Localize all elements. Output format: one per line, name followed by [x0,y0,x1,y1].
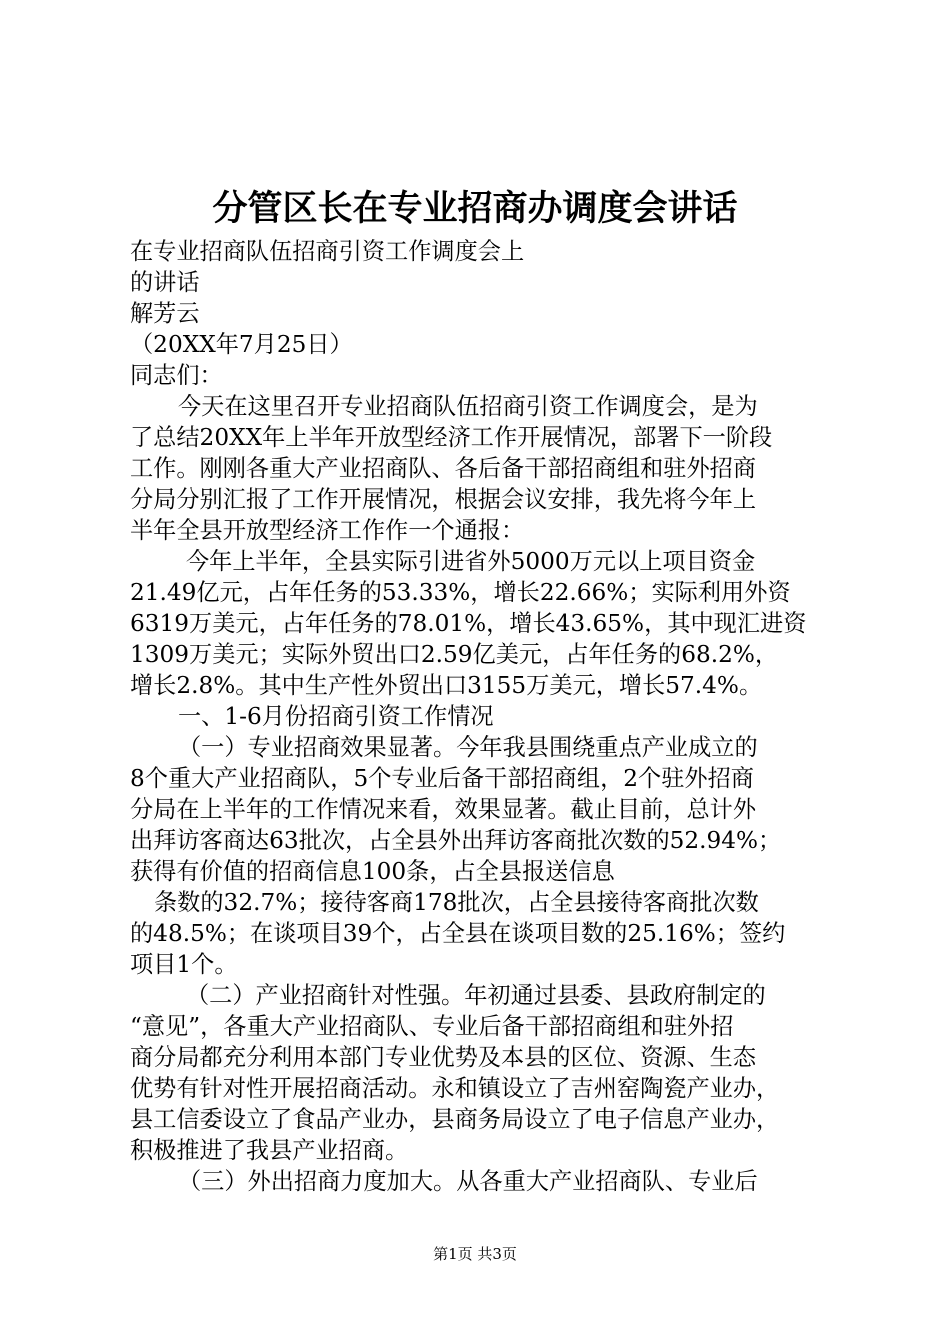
text-line: （20XX年7月25日） [130,331,353,358]
text-line: 县工信委设立了食品产业办，县商务局设立了电子信息产业办， [130,1106,780,1133]
text-line: 工作。刚刚各重大产业招商队、各后备干部招商组和驻外招商 [130,455,757,482]
text-line: 21.49亿元，占年任务的53.33%，增长22.66%；实际利用外资 [130,579,791,606]
text-line: 项目1个。 [130,951,238,978]
text-line: 6319万美元，占年任务的78.01%，增长43.65%，其中现汇进资 [130,610,807,637]
text-line: （一）专业招商效果显著。今年我县围绕重点产业成立的 [178,734,758,761]
text-line: 优势有针对性开展招商活动。永和镇设立了吉州窑陶瓷产业办， [130,1075,780,1102]
text-line: 分局在上半年的工作情况来看，效果显著。截止目前，总计外 [130,796,757,823]
text-line: 分局分别汇报了工作开展情况，根据会议安排，我先将今年上 [130,486,757,513]
text-line: 解芳云 [130,300,200,327]
text-line: 的讲话 [130,269,200,296]
text-line: “意见”，各重大产业招商队、专业后备干部招商组和驻外招 [130,1013,734,1040]
text-line: 今天在这里召开专业招商队伍招商引资工作调度会，是为 [178,393,758,420]
text-line: 商分局都充分利用本部门专业优势及本县的区位、资源、生态 [130,1044,757,1071]
document-title: 分管区长在专业招商办调度会讲话 [212,188,738,229]
text-line: 出拜访客商达63批次，占全县外出拜访客商批次数的52.94%； [130,827,782,854]
document-body [130,236,830,1197]
page-number: 第1页 共3页 [433,1245,517,1263]
text-line: 今年上半年，全县实际引进省外5000万元以上项目资金 [186,548,756,575]
text-line: 增长2.8%。其中生产性外贸出口3155万美元，增长57.4%。 [130,672,763,699]
section-heading: 一、1-6月份招商引资工作情况 [178,703,494,730]
text-line: 积极推进了我县产业招商。 [130,1137,409,1164]
text-line: 获得有价值的招商信息100条，占全县报送信息 [130,858,615,885]
text-line: （三）外出招商力度加大。从各重大产业招商队、专业后 [178,1168,758,1195]
text-line: 半年全县开放型经济工作作一个通报： [130,517,525,544]
text-line: 1309万美元；实际外贸出口2.59亿美元，占年任务的68.2%， [130,641,779,668]
text-line: 了总结20XX年上半年开放型经济工作开展情况，部署下一阶段 [130,424,773,451]
text-line: 同志们： [130,362,223,389]
text-line: 8个重大产业招商队，5个专业后备干部招商组，2个驻外招商 [130,765,754,792]
text-line: 的48.5%；在谈项目39个，占全县在谈项目数的25.16%；签约 [130,920,786,947]
text-line: 条数的32.7%；接待客商178批次，占全县接待客商批次数 [154,889,759,916]
text-line: 在专业招商队伍招商引资工作调度会上 [130,238,525,265]
text-line: （二）产业招商针对性强。年初通过县委、县政府制定的 [186,982,766,1009]
